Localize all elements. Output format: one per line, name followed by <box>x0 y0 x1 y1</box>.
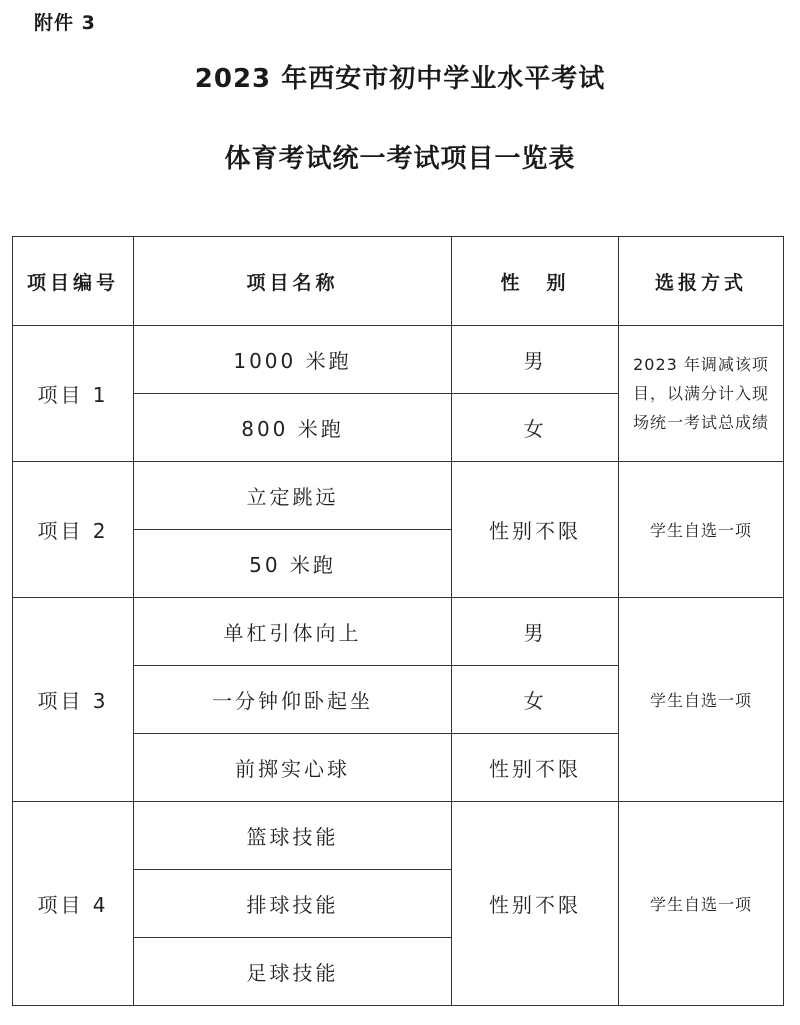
column-header-method: 选报方式 <box>619 237 784 326</box>
item-gender: 性别不限 <box>452 734 619 802</box>
table-header-row <box>13 237 784 326</box>
item-gender: 女 <box>452 666 619 734</box>
document-subtitle: 体育考试统一考试项目一览表 <box>224 144 576 174</box>
column-header-gender: 性 别 <box>452 237 619 326</box>
item-number: 项目 2 <box>13 462 134 598</box>
item-name: 篮球技能 <box>134 802 452 870</box>
attachment-label: 附件 3 <box>34 12 96 34</box>
table-row <box>13 462 784 530</box>
item-method: 学生自选一项 <box>619 598 784 802</box>
item-gender: 男 <box>452 326 619 394</box>
table-row <box>13 326 784 394</box>
item-gender: 男 <box>452 598 619 666</box>
item-method: 2023 年调减该项目，以满分计入现场统一考试总成绩 <box>619 326 784 462</box>
item-name: 前掷实心球 <box>134 734 452 802</box>
item-name: 一分钟仰卧起坐 <box>134 666 452 734</box>
table-row <box>13 802 784 870</box>
item-name: 立定跳远 <box>134 462 452 530</box>
item-number: 项目 3 <box>13 598 134 802</box>
column-header-number: 项目编号 <box>13 237 134 326</box>
item-name: 单杠引体向上 <box>134 598 452 666</box>
item-name: 足球技能 <box>134 938 452 1006</box>
item-name: 排球技能 <box>134 870 452 938</box>
item-gender: 性别不限 <box>452 802 619 1006</box>
item-number: 项目 1 <box>13 326 134 462</box>
item-number: 项目 4 <box>13 802 134 1006</box>
item-gender: 女 <box>452 394 619 462</box>
item-method: 学生自选一项 <box>619 802 784 1006</box>
item-method: 学生自选一项 <box>619 462 784 598</box>
item-gender: 性别不限 <box>452 462 619 598</box>
item-name: 50 米跑 <box>134 530 452 598</box>
item-name: 1000 米跑 <box>134 326 452 394</box>
exam-items-table <box>12 236 784 1006</box>
document-title: 2023 年西安市初中学业水平考试 <box>194 64 606 94</box>
item-name: 800 米跑 <box>134 394 452 462</box>
table-row <box>13 598 784 666</box>
column-header-name: 项目名称 <box>134 237 452 326</box>
